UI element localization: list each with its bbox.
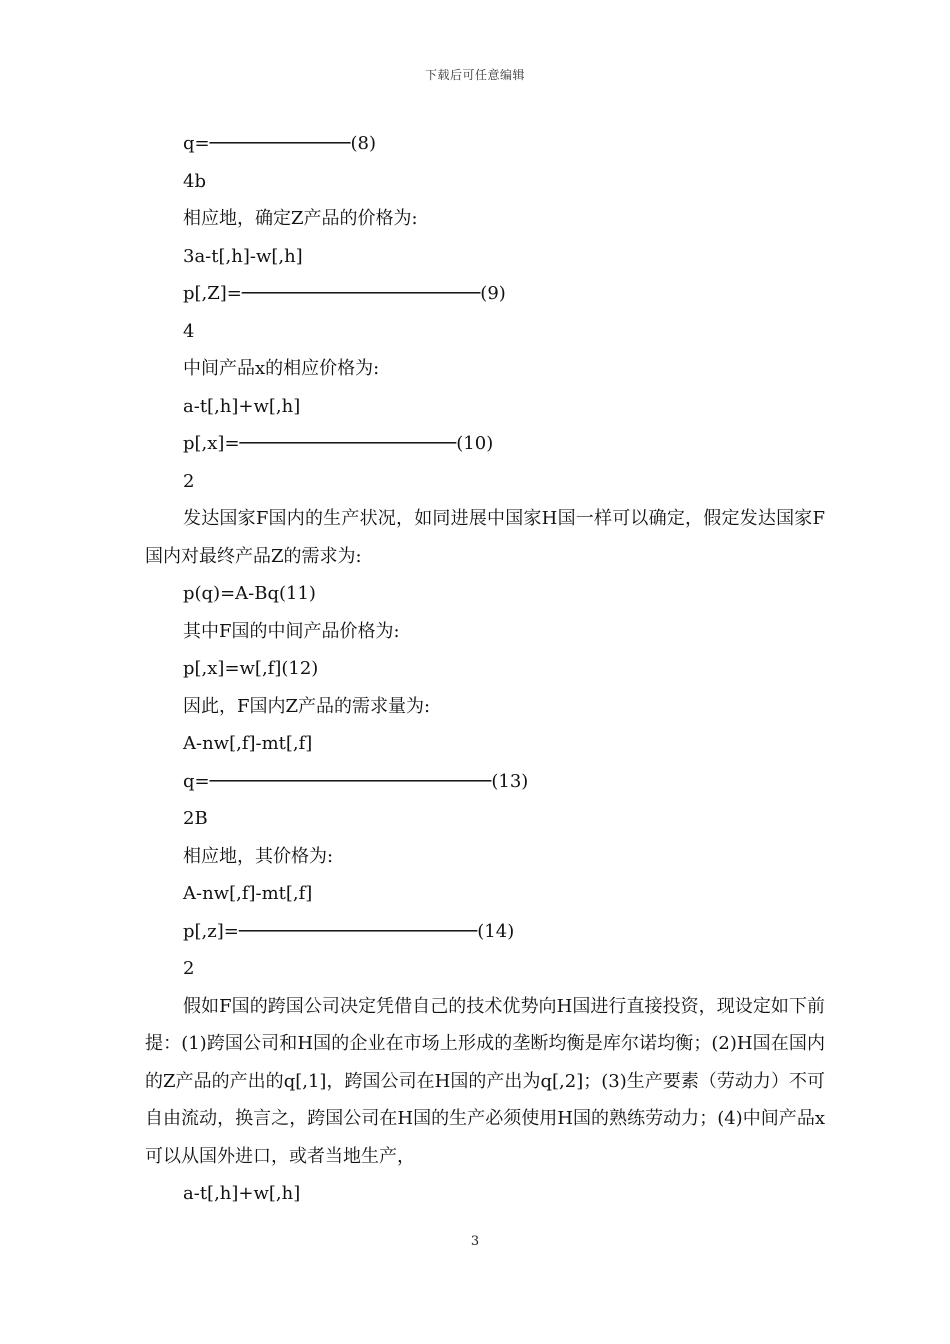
formula-line: p[,Z]=──────────────────────(9) <box>183 283 506 304</box>
formula-denominator: 2B <box>183 808 208 829</box>
text-line: 其中F国的中间产品价格为: <box>183 620 400 642</box>
formula-numerator: A-nw[,f]-mt[,f] <box>183 883 313 904</box>
formula-line: p[,z]=──────────────────────(14) <box>183 920 515 942</box>
formula-line: q=─────────────(8) <box>183 133 376 154</box>
text-line: 相应地，其价格为: <box>183 845 334 867</box>
formula-numerator: a-t[,h]+w[,h] <box>183 1183 301 1204</box>
paragraph: 假如F国的跨国公司决定凭借自己的技术优势向H国进行直接投资，现设定如下前提：(1)跨国公司和H国的企业在市场上形成的垄断均衡是库尔诺均衡；(2)H国在国内的Z产品的产出的q[,1]，跨国公司在H国的产出为q[,2]；(3)生产要素（劳动力）不可自由流动，换言之，跨国公司在H国的生产必须使用H国的熟练劳动力；(4)中间产品x可以从国外进口，或者当地生产， <box>145 995 825 1167</box>
text-line: 因此，F国内Z产品的需求量为: <box>183 695 431 717</box>
text-line: 相应地，确定Z产品的价格为: <box>183 208 418 229</box>
formula-denominator: 4b <box>183 170 206 192</box>
formula-numerator: 3a-t[,h]-w[,h] <box>183 245 303 267</box>
formula-denominator: 4 <box>183 320 195 342</box>
page-header: 下载后可任意编辑 <box>424 68 525 82</box>
formula-line: q=──────────────────────────(13) <box>183 770 529 792</box>
formula-line: p(q)=A-Bq(11) <box>183 583 316 604</box>
formula-line: p[,x]=────────────────────(10) <box>183 433 494 454</box>
formula-numerator: a-t[,h]+w[,h] <box>183 395 301 417</box>
paragraph: 发达国家F国内的生产状况，如同进展中国家H国一样可以确定，假定发达国家F国内对最终产品Z的需求为: <box>145 508 825 567</box>
formula-denominator: 2 <box>183 958 195 979</box>
document-body <box>145 125 825 1213</box>
page-number: 3 <box>470 1234 480 1249</box>
text-line: 中间产品x的相应价格为: <box>183 358 380 379</box>
formula-numerator: A-nw[,f]-mt[,f] <box>183 733 313 754</box>
formula-line: p[,x]=w[,f](12) <box>183 658 319 679</box>
formula-denominator: 2 <box>183 470 195 492</box>
